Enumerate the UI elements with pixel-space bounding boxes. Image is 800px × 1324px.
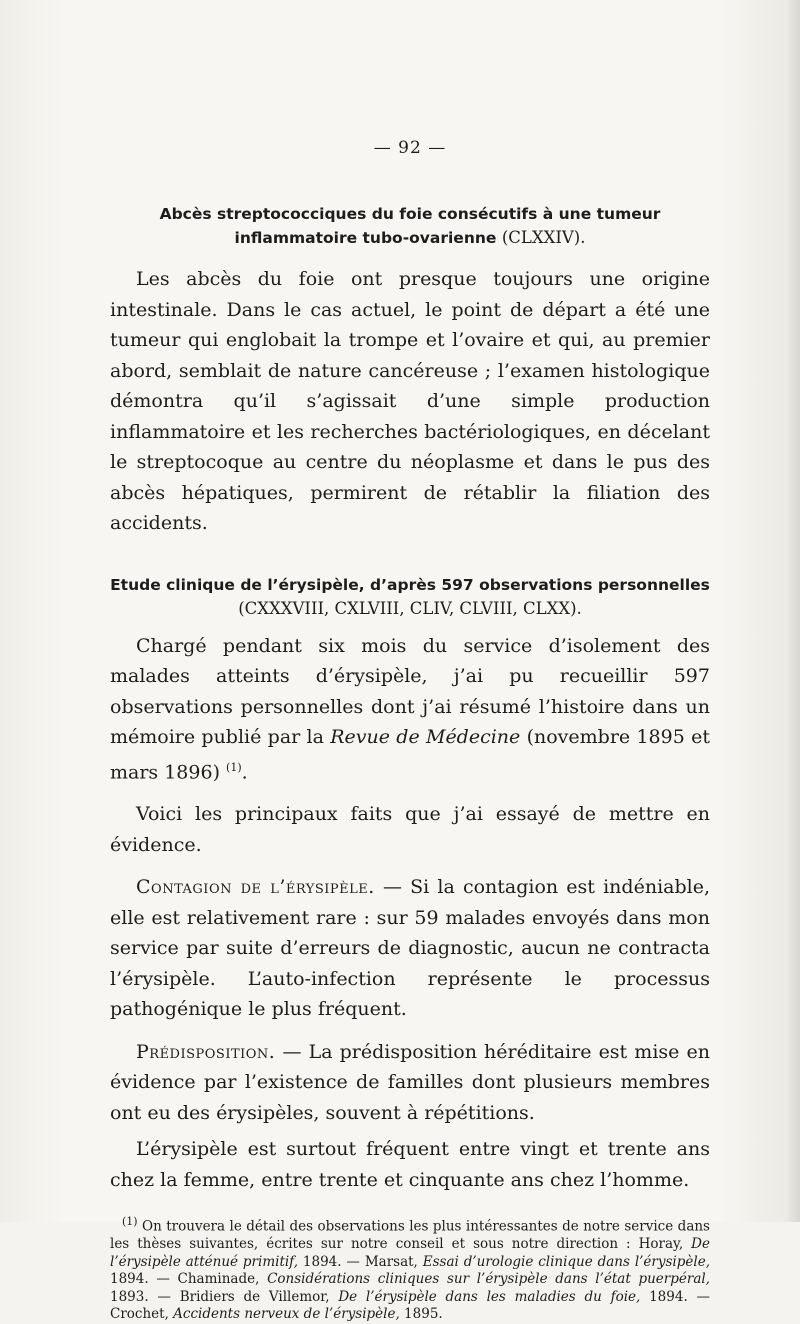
subsection-label-predisposition: Prédisposition. bbox=[136, 1040, 276, 1063]
footnote-title: Accidents nerveux de l’érysipèle, bbox=[173, 1306, 400, 1323]
footnote-text: 1894. — Marsat, bbox=[298, 1253, 423, 1270]
heading-line-1: Abcès streptococciques du foie consécutifs à une tumeur bbox=[159, 205, 661, 223]
footnote-text: 1895. bbox=[399, 1306, 443, 1323]
subsection-label-contagion: Contagion de l’érysipèle. bbox=[136, 876, 375, 899]
heading-line-1: Etude clinique de l’érysipèle, d’après 597 observations personnelles bbox=[110, 575, 710, 594]
heading-reference: (CXXXVIII, CXLVIII, CLIV, CLVIII, CLXX). bbox=[238, 598, 582, 618]
heading-reference: (CLXXIV). bbox=[501, 228, 586, 247]
section-heading-erysipele bbox=[110, 573, 710, 621]
footnote-text: 1894. — Chaminade, bbox=[110, 1271, 268, 1288]
footnote-ref: (1) bbox=[226, 760, 242, 774]
paragraph-text: Chargé pendant six mois du service d’isolement des malades atteints d’érysipèle, j’ai pu recueillir 597 observations personnelles dont j’ai résumé l’histoire dans un mémoire publié par la bbox=[110, 634, 710, 748]
paragraph-faits: Voici les principaux faits que j’ai essayé de mettre en évidence. bbox=[110, 803, 710, 856]
paragraph-text: — La prédisposition héréditaire est mise en évidence par l’existence de familles dont plusieurs membres ont eu des érysipèles, souvent à répétitions. bbox=[110, 1040, 710, 1124]
heading-bold-part: inflammatoire tubo-ovarienne bbox=[234, 229, 497, 247]
page-content bbox=[110, 138, 710, 1324]
footnote-text: 1894. — Crochet, bbox=[110, 1288, 711, 1323]
paragraph-text: — Si la contagion est indéniable, elle est relativement rare : sur 59 malades envoyés dans mon service par suite d’erreurs de diagnostic, aucun ne contracta l’érysipèle. L’auto-infection représente le processus pathogénique le plus fréquent. bbox=[110, 876, 710, 1021]
footnote-title: Considérations cliniques sur l’érysipèle dans l’état puerpéral, bbox=[267, 1271, 710, 1288]
journal-dates: (novembre 1895 et mars 1896) bbox=[110, 726, 710, 783]
footnote-title: De l’érysipèle dans les maladies du foie, bbox=[338, 1288, 641, 1305]
footnote-title: De l’érysipèle atténué primitif, bbox=[110, 1236, 710, 1270]
heading-line-2 bbox=[110, 226, 710, 250]
paragraph-age: L’érysipèle est surtout fréquent entre vingt et trente ans chez la femme, entre trente et cinquante ans chez l’homme. bbox=[110, 1138, 710, 1191]
footnote-text: 1893. — Bridiers de Villemor, bbox=[110, 1288, 339, 1305]
paragraph-service bbox=[110, 631, 710, 788]
paragraph-contagion bbox=[110, 872, 710, 1025]
journal-title: Revue de Médecine bbox=[330, 726, 521, 748]
page-number: — 92 — bbox=[373, 138, 447, 158]
paragraph-abces: Les abcès du foie ont presque toujours une origine intestinale. Dans le cas actuel, le point de départ a été une tumeur qui englobait la trompe et l’ovaire et qui, au premier abord, semblait de nature cancéreuse ; l’examen histologique démontra qu’il s’agissait d’une simple production inflammatoire et les recherches bactériologiques, en décelant le streptocoque au centre du néoplasme et dans le pus des abcès hépatiques, permirent de rétablir la filiation des accidents. bbox=[110, 268, 710, 534]
paragraph-predisposition bbox=[110, 1037, 710, 1129]
footnote-text: On trouvera le détail des observations les plus intéressantes de notre service dans les thèses suivantes, écrites sur notre conseil et sous notre direction : Horay, bbox=[110, 1218, 710, 1253]
section-heading-abces bbox=[110, 202, 710, 250]
footnote-marker: (1) bbox=[122, 1215, 138, 1229]
paragraph-end: . bbox=[241, 760, 248, 783]
footnote bbox=[110, 1213, 710, 1324]
page-edge-shadow bbox=[786, 0, 800, 1222]
footnote-title: Essai d’urologie clinique dans l’érysipèle, bbox=[422, 1253, 710, 1270]
